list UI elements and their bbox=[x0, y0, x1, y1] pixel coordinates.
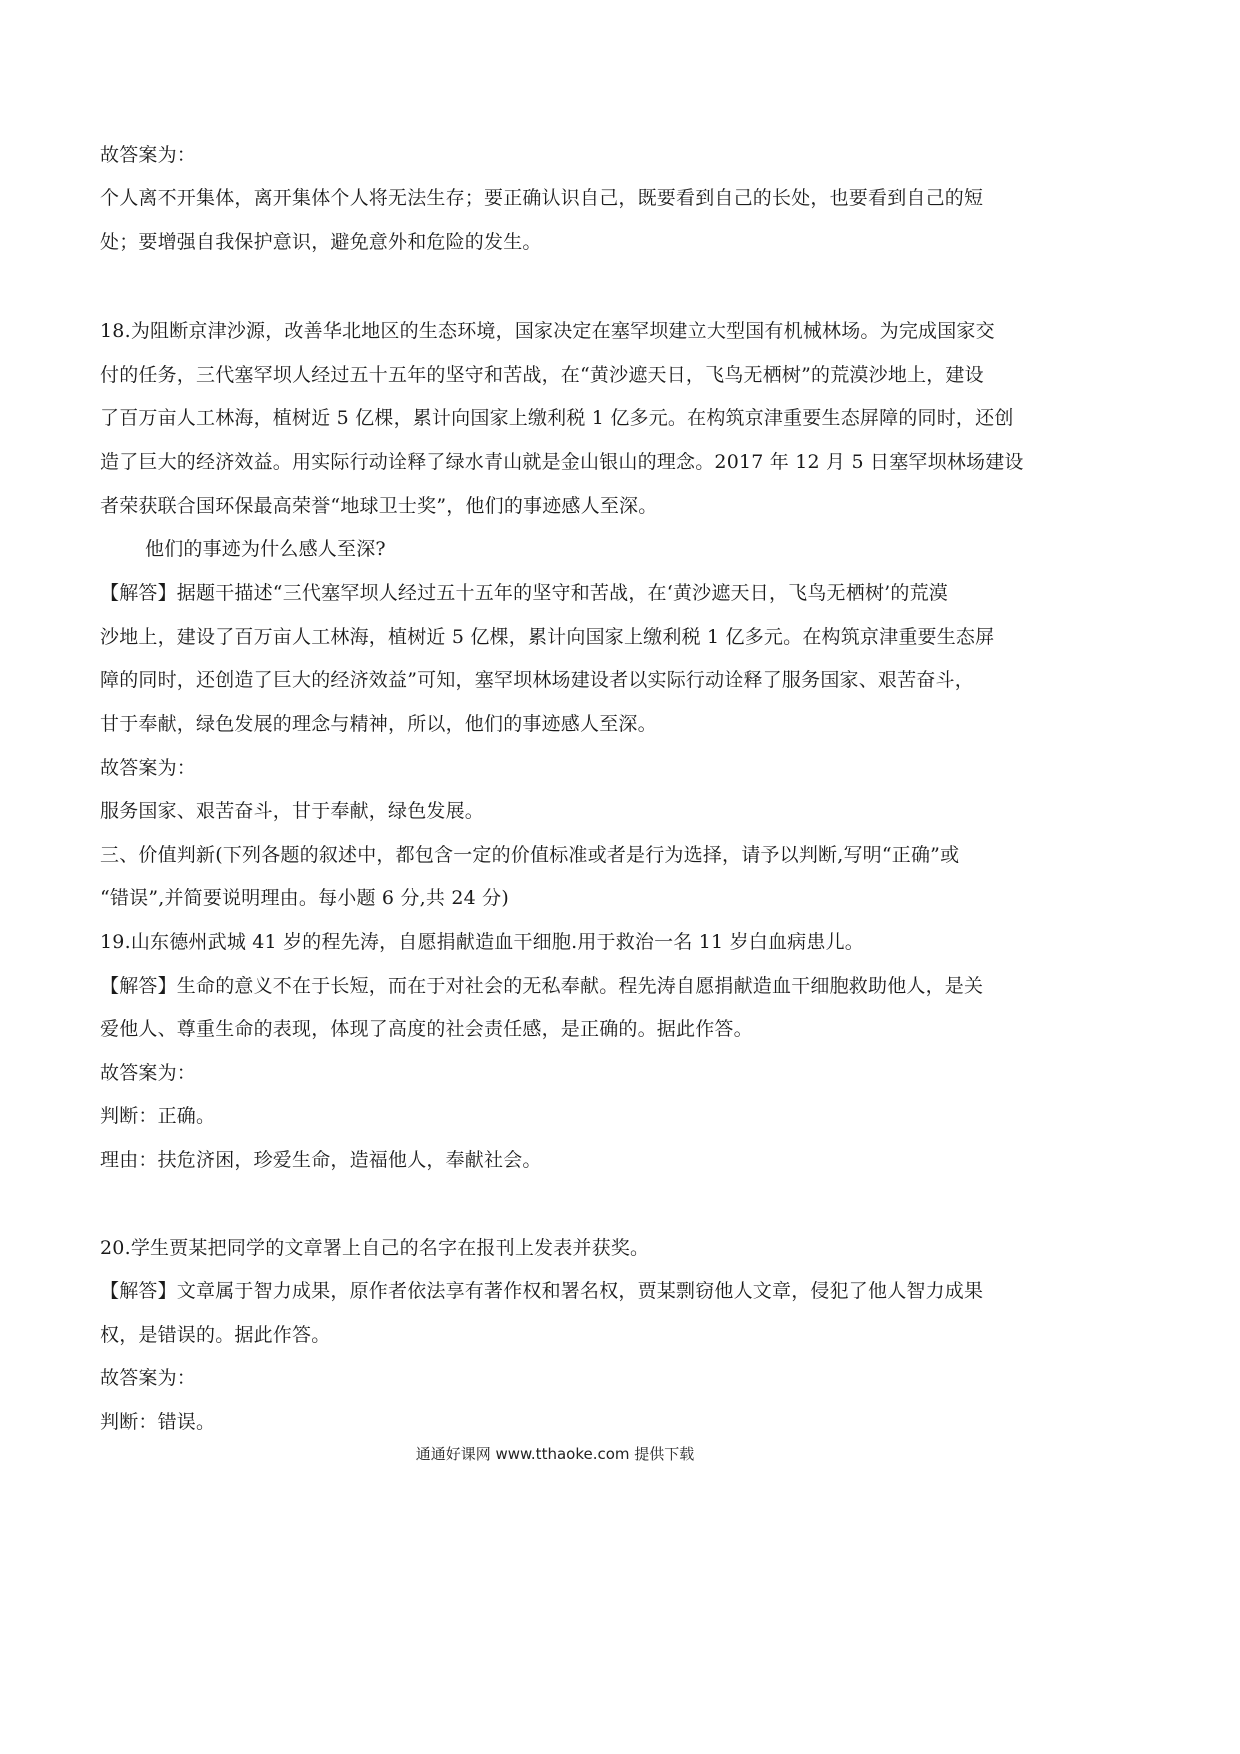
text-line: 故答案为： bbox=[100, 1062, 197, 1084]
answer-line: 权，是错误的。据此作答。 bbox=[100, 1324, 331, 1346]
text-line: 个人离不开集体，离开集体个人将无法生存；要正确认识自己，既要看到自己的长处，也要看到自己的短 bbox=[100, 187, 984, 209]
question-18-line: 了百万亩人工林海，植树近 5 亿棵，累计向国家上缴利税 1 亿多元。在构筑京津重要生态屏障的同时，还创 bbox=[100, 407, 1014, 429]
question-18-line: 造了巨大的经济效益。用实际行动诠释了绿水青山就是金山银山的理念。2017 年 12 月 5 日塞罕坝林场建设 bbox=[100, 451, 1024, 473]
question-20-line: 20.学生贾某把同学的文章署上自己的名字在报刊上发表并获奖。 bbox=[100, 1237, 650, 1259]
section-heading: “错误”,并简要说明理由。每小题 6 分,共 24 分) bbox=[100, 887, 509, 909]
text-line: 处；要增强自我保护意识，避免意外和危险的发生。 bbox=[100, 231, 542, 253]
answer-line: 障的同时，还创造了巨大的经济效益”可知，塞罕坝林场建设者以实际行动诠释了服务国家、艰苦奋斗， bbox=[100, 669, 974, 691]
text-line: 故答案为： bbox=[100, 757, 197, 779]
text-line: 判断：正确。 bbox=[100, 1105, 216, 1127]
question-18-prompt: 他们的事迹为什么感人至深? bbox=[145, 538, 386, 560]
question-18-line: 付的任务，三代塞罕坝人经过五十五年的坚守和苦战，在“黄沙遮天日，飞鸟无栖树”的荒漠沙地上，建设 bbox=[100, 364, 984, 386]
text-line: 故答案为： bbox=[100, 1367, 197, 1389]
text-line: 理由：扶危济困，珍爱生命，造福他人，奉献社会。 bbox=[100, 1149, 542, 1171]
question-18-line: 18.为阻断京津沙源，改善华北地区的生态环境，国家决定在塞罕坝建立大型国有机械林场。为完成国家交 bbox=[100, 320, 995, 342]
text-line: 服务国家、艰苦奋斗，甘于奉献，绿色发展。 bbox=[100, 800, 485, 822]
answer-line: 【解答】生命的意义不在于长短，而在于对社会的无私奉献。程先涛自愿捐献造血干细胞救助他人，是关 bbox=[100, 975, 984, 997]
answer-line: 甘于奉献，绿色发展的理念与精神，所以，他们的事迹感人至深。 bbox=[100, 713, 657, 735]
section-heading: 三、价值判新(下列各题的叙述中，都包含一定的价值标准或者是行为选择，请予以判断,写明“正确”或 bbox=[100, 844, 960, 866]
text-line: 故答案为： bbox=[100, 144, 197, 166]
answer-line: 爱他人、尊重生命的表现，体现了高度的社会责任感，是正确的。据此作答。 bbox=[100, 1018, 753, 1040]
answer-line: 【解答】文章属于智力成果，原作者依法享有著作权和署名权，贾某剽窃他人文章，侵犯了他人智力成果 bbox=[100, 1280, 984, 1302]
question-18-line: 者荣获联合国环保最高荣誉“地球卫士奖”，他们的事迹感人至深。 bbox=[100, 495, 658, 517]
question-19-line: 19.山东德州武城 41 岁的程先涛，自愿捐献造血干细胞.用于救治一名 11 岁白血病患儿。 bbox=[100, 931, 864, 953]
text-line: 判断：错误。 bbox=[100, 1411, 216, 1433]
page-footer: 通通好课网 www.tthaoke.com 提供下载 bbox=[415, 1445, 695, 1463]
answer-line: 【解答】据题干描述“三代塞罕坝人经过五十五年的坚守和苦战，在‘黄沙遮天日，飞鸟无栖树’的荒漠 bbox=[100, 582, 948, 604]
answer-line: 沙地上，建设了百万亩人工林海，植树近 5 亿棵，累计向国家上缴利税 1 亿多元。在构筑京津重要生态屏 bbox=[100, 626, 995, 648]
